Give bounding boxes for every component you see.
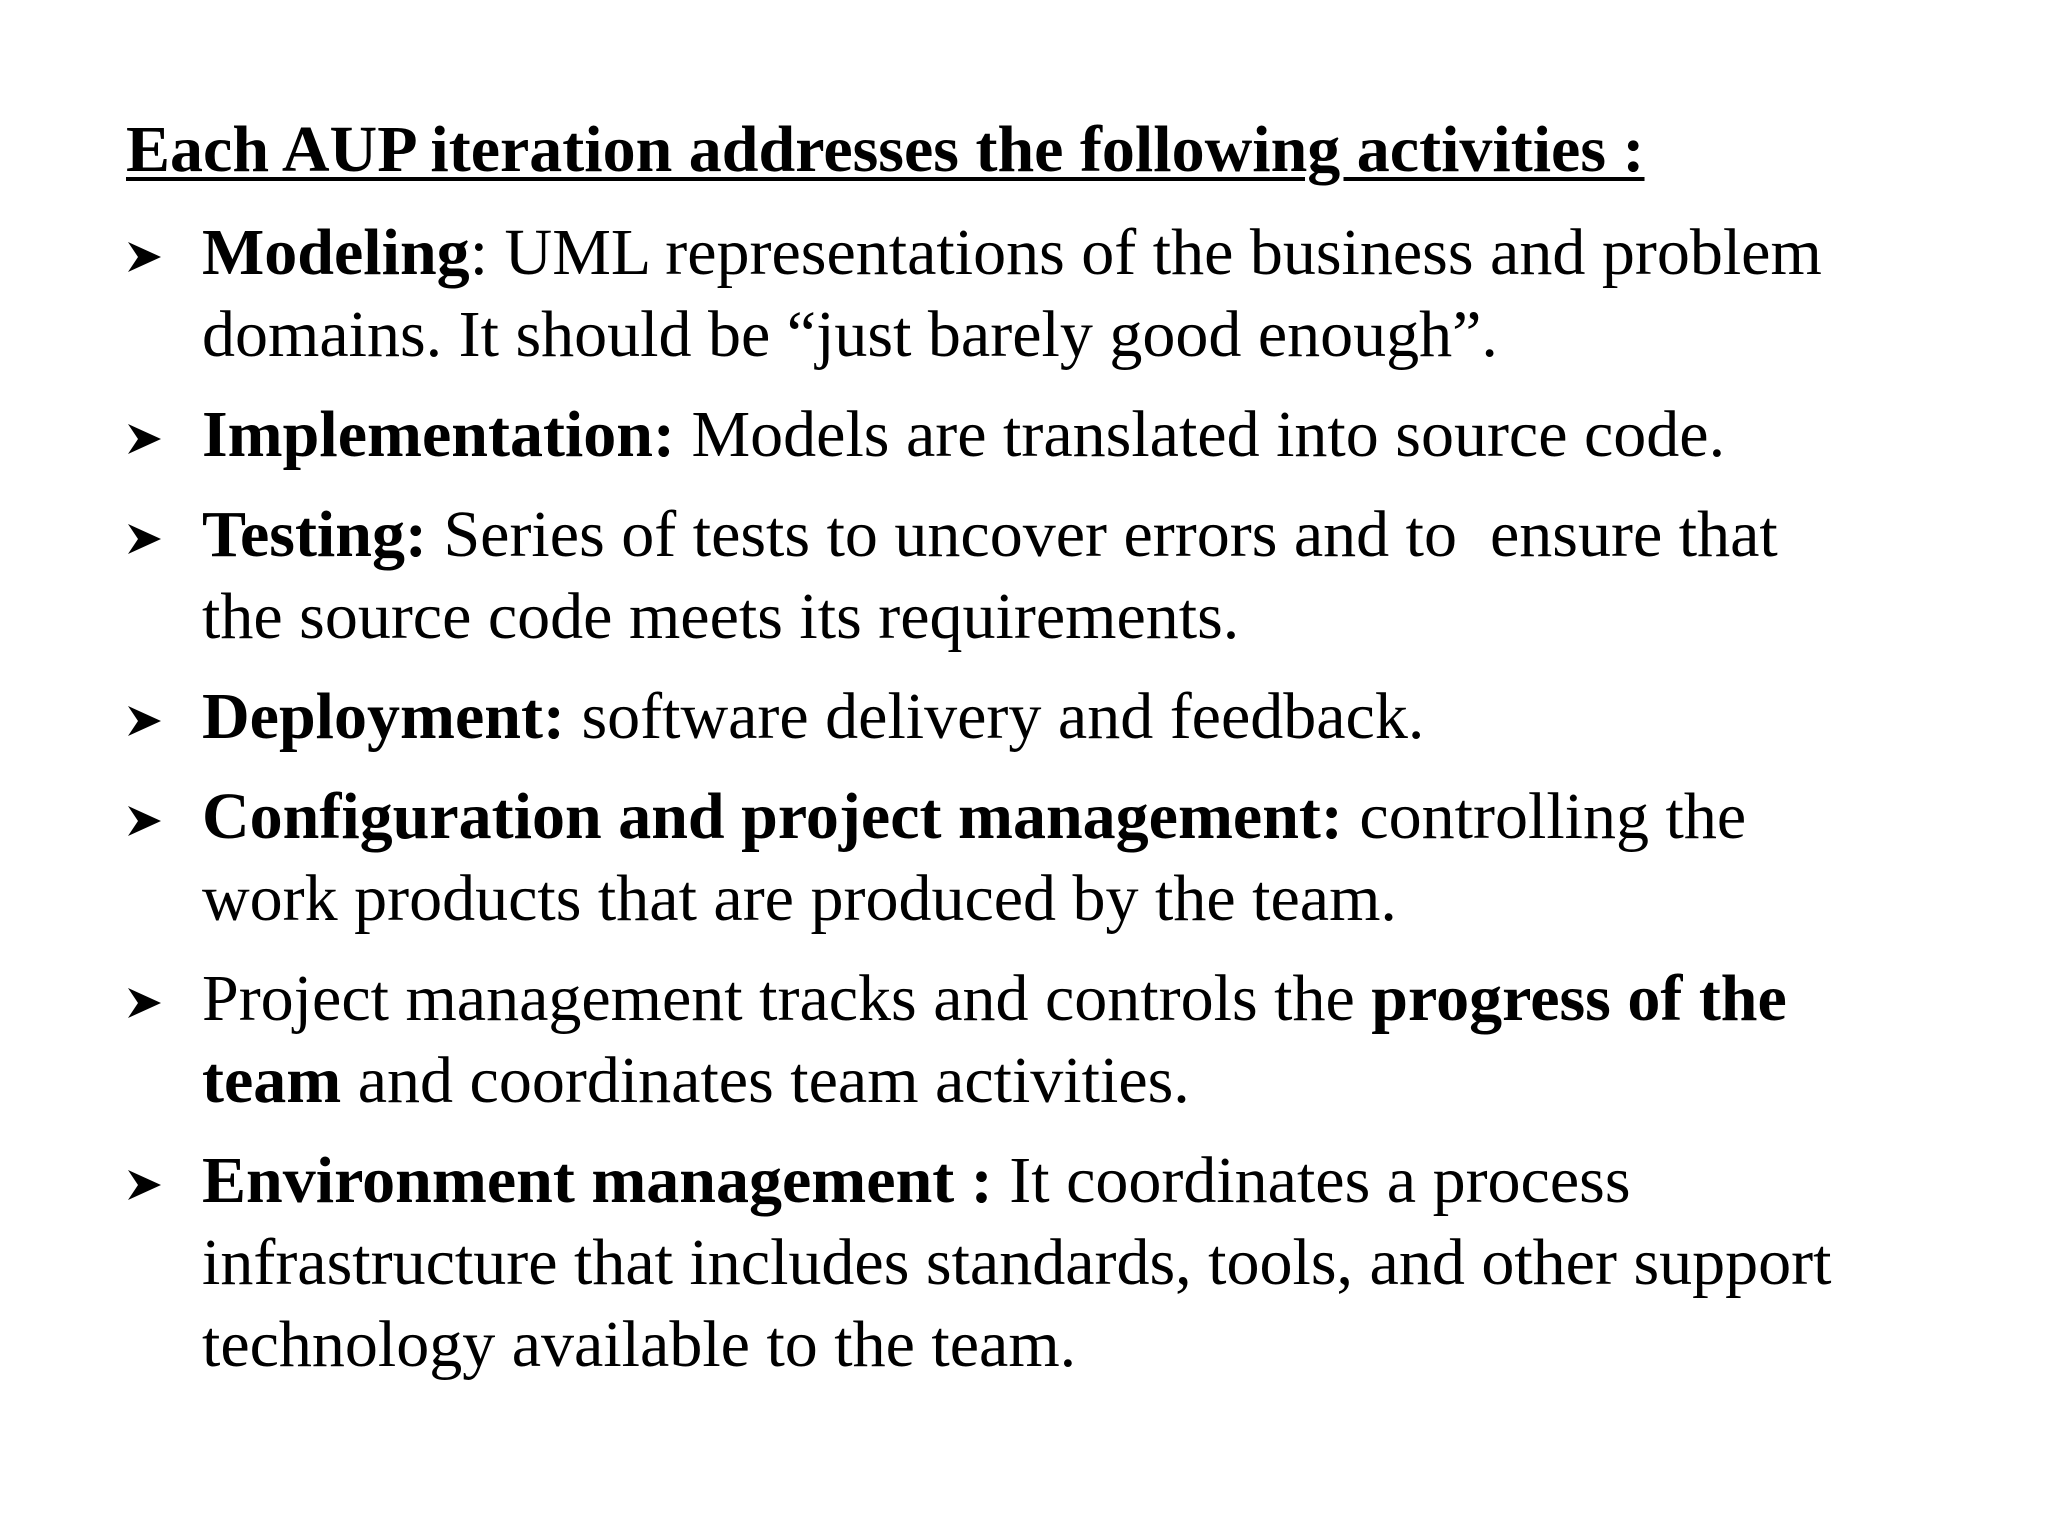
arrowhead-bullet-icon: [126, 241, 162, 273]
item-text: software delivery and feedback.: [564, 680, 1425, 753]
list-item-line: [202, 494, 2006, 576]
arrowhead-bullet-icon: [126, 1169, 162, 1201]
item-term: Environment management :: [202, 1144, 993, 1217]
item-term: team: [202, 1044, 342, 1117]
list-item-line: [202, 1222, 2006, 1304]
list-item-line: [202, 1140, 2006, 1222]
list-item-line: [202, 858, 2006, 940]
item-text: Project management tracks and controls the: [202, 962, 1372, 1035]
item-term: Modeling: [202, 216, 470, 289]
list-item-implementation: [126, 394, 2006, 476]
activity-list: [126, 212, 2006, 1404]
item-text: infrastructure that includes standards, tools, and other support: [202, 1226, 1832, 1299]
item-term: Testing:: [202, 498, 427, 571]
item-text: Series of tests to uncover errors and to ensure that: [426, 498, 1778, 571]
list-item-environment: [126, 1140, 2006, 1386]
item-term: Configuration and project management:: [202, 780, 1343, 853]
item-text: technology available to the team.: [202, 1308, 1077, 1381]
list-item-modeling: [126, 212, 2006, 376]
slide-heading: Each AUP iteration addresses the following activities :: [126, 113, 1645, 186]
list-item-line: [202, 776, 2006, 858]
arrowhead-bullet-icon: [126, 705, 162, 737]
item-text: work products that are produced by the team.: [202, 862, 1397, 935]
arrowhead-bullet-icon: [126, 987, 162, 1019]
list-item-line: [202, 294, 2006, 376]
item-term: progress of the: [1371, 962, 1787, 1035]
list-item-line: [202, 958, 2006, 1040]
list-item-line: [202, 212, 2006, 294]
item-text: domains. It should be “just barely good enough”.: [202, 298, 1498, 371]
item-text: It coordinates a process: [992, 1144, 1631, 1217]
list-item-line: [202, 1304, 2006, 1386]
arrowhead-bullet-icon: [126, 523, 162, 555]
arrowhead-bullet-icon: [126, 423, 162, 455]
item-term: Implementation:: [202, 398, 675, 471]
list-item-line: [202, 1040, 2006, 1122]
list-item-deployment: [126, 676, 2006, 758]
item-text: the source code meets its requirements.: [202, 580, 1240, 653]
arrowhead-bullet-icon: [126, 805, 162, 837]
list-item-project-management: [126, 958, 2006, 1122]
list-item-configuration: [126, 776, 2006, 940]
item-text: and coordinates team activities.: [341, 1044, 1190, 1117]
item-text: controlling the: [1342, 780, 1747, 853]
item-text: Models are translated into source code.: [674, 398, 1726, 471]
list-item-testing: [126, 494, 2006, 658]
list-item-line: [202, 394, 2006, 476]
list-item-line: [202, 676, 2006, 758]
item-text: : UML representations of the business and problem: [469, 216, 1822, 289]
item-term: Deployment:: [202, 680, 565, 753]
list-item-line: [202, 576, 2006, 658]
